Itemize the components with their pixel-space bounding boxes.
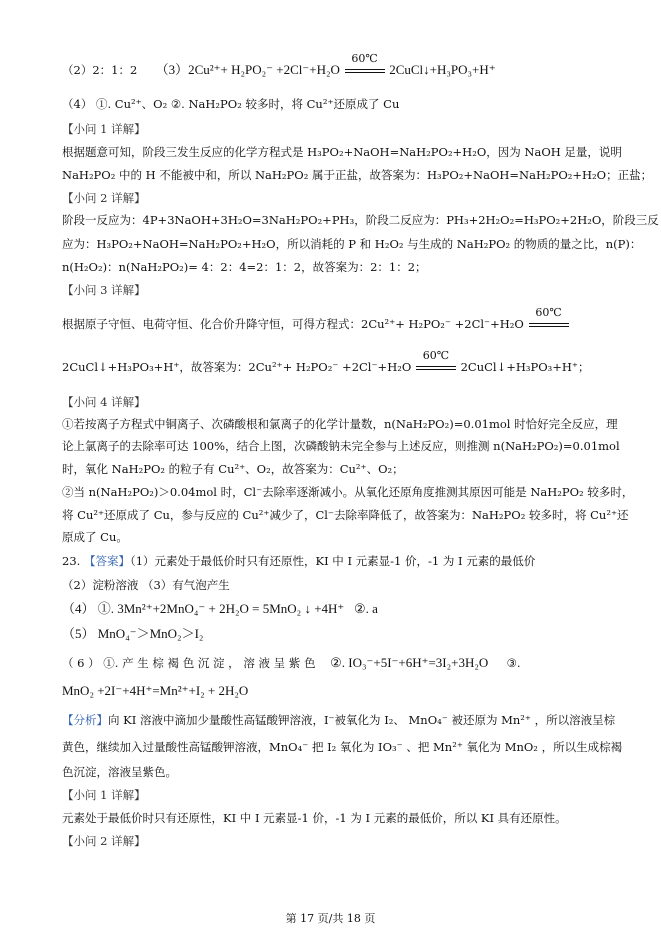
heading-q1: 【小问 1 详解】 xyxy=(62,122,146,136)
heading-q2: 【小问 2 详解】 xyxy=(62,191,146,205)
q23-line-4: （4） ①. 3Mn²⁺+2MnO₄⁻ + 2H₂O = 5MnO₂ ↓ +4H⁺ ②. a xyxy=(62,601,378,616)
analysis-1: 【分析】向 KI 溶液中滴加少量酸性高锰酸钾溶液，I⁻被氧化为 I₂、 MnO₄⁻ 被还原为 Mn²⁺ ，所以溶液呈棕 xyxy=(62,713,616,727)
answer-3-right: 2CuCl↓+H₃PO₃+H⁺ xyxy=(389,62,496,77)
analysis-3: 色沉淀，溶液呈紫色。 xyxy=(62,765,177,779)
analysis-2: 黄色，继续加入过量酸性高锰酸钾溶液，MnO₄⁻ 把 I₂ 氧化为 IO₃⁻ 、把 Mn²⁺ 氧化为 MnO₂ ，所以生成棕褐 xyxy=(62,740,623,754)
answer-tag: 【答案】 xyxy=(83,554,130,568)
heading-q23-2: 【小问 2 详解】 xyxy=(62,834,146,848)
reaction-condition: 60℃ xyxy=(529,319,569,331)
heading-q23-1: 【小问 1 详解】 xyxy=(62,788,146,802)
answer-3-left: （3）2Cu²⁺+ H₂PO₂⁻ +2Cl⁻+H₂O xyxy=(155,62,340,77)
para-3a: 根据原子守恒、电荷守恒、化合价升降守恒，可得方程式：2Cu²⁺+ H₂PO₂⁻ +2Cl⁻+H₂O 60℃ xyxy=(62,316,621,332)
para-1b: NaH₂PO₂ 中的 H 不能被中和，所以 NaH₂PO₂ 属于正盐，故答案为：H₃PO₂+NaOH=NaH₂PO₂+H₂O；正盐； xyxy=(62,168,653,182)
heading-q3: 【小问 3 详解】 xyxy=(62,283,146,297)
q23-line-6: （ 6 ） ①. 产 生 棕 褐 色 沉 淀 ， 溶 液 呈 紫 色 ②. IO₃⁻+5I⁻+6H⁺=3I₂+3H₂O ③. xyxy=(62,655,521,670)
para-1a: 根据题意可知，阶段三发生反应的化学方程式是 H₃PO₂+NaOH=NaH₂PO₂+H₂O，因为 NaOH 足量，说明 xyxy=(62,145,622,159)
answer-2: （2）2：1：2 xyxy=(62,63,138,77)
line-1 xyxy=(62,52,621,78)
reaction-condition: 60℃ xyxy=(416,362,456,374)
page-footer: 第 17 页/共 18 页 xyxy=(285,912,376,925)
reaction-condition: 60℃ xyxy=(345,65,385,77)
para-3b: 2CuCl↓+H₃PO₃+H⁺，故答案为：2Cu²⁺+ H₂PO₂⁻ +2Cl⁻+H₂O 60℃ 2CuCl↓+H₃PO₃+H⁺； xyxy=(62,349,590,374)
analysis-tag: 【分析】 xyxy=(62,713,108,727)
para-2b: 应为：H₃PO₂+NaOH=NaH₂PO₂+H₂O，所以消耗的 P 和 H₂O₂ 与生成的 NaH₂PO₂ 的物质的量之比，n(P)： xyxy=(62,237,642,251)
para-4f: 原成了 Cu。 xyxy=(62,530,128,544)
q23-line-2: （2）淀粉溶液 （3）有气泡产生 xyxy=(62,578,230,592)
heading-q4: 【小问 4 详解】 xyxy=(62,395,146,409)
para-4a: ①若按离子方程式中铜离子、次磷酸根和氯离子的化学计量数，n(NaH₂PO₂)=0.01mol 时恰好完全反应，理 xyxy=(62,417,618,431)
para-2c: n(H₂O₂)：n(NaH₂PO₂)= 4：2：4=2：1：2，故答案为：2：1：2； xyxy=(62,260,427,274)
para-4e: 将 Cu²⁺还原成了 Cu，参与反应的 Cu²⁺减少了，Cl⁻去除率降低了，故答案为：NaH₂PO₂ 较多时，将 Cu²⁺还 xyxy=(62,508,629,522)
para-4c: 时，氧化 NaH₂PO₂ 的粒子有 Cu²⁺、O₂，故答案为：Cu²⁺、O₂； xyxy=(62,462,404,476)
line-2: （4） ①. Cu²⁺、O₂ ②. NaH₂PO₂ 较多时，将 Cu²⁺还原成了 Cu xyxy=(62,97,400,111)
para-2a: 阶段一反应为：4P+3NaOH+3H₂O=3NaH₂PO₂+PH₃，阶段二反应为：PH₃+2H₂O₂=H₃PO₂+2H₂O，阶段三反 xyxy=(62,213,659,227)
para-4b: 论上氯离子的去除率可达 100%，结合上图，次磷酸钠未完全参与上述反应，则推测 n(NaH₂PO₂)=0.01mol xyxy=(62,439,620,453)
para-4d: ②当 n(NaH₂PO₂)＞0.04mol 时，Cl⁻去除率逐渐减小。从氧化还原角度推测其原因可能是 NaH₂PO₂ 较多时， xyxy=(62,485,634,499)
q23-line-5: （5） MnO₄⁻＞MnO₂＞I₂ xyxy=(62,626,204,641)
q23-line-6-cont: MnO₂ +2I⁻+4H⁺=Mn²⁺+I₂ + 2H₂O xyxy=(62,683,249,698)
question-23-answer: 23. 【答案】（1）元素处于最低价时只有还原性，KI 中 I 元素显-1 价，-1 为 I 元素的最低价 xyxy=(62,554,536,568)
para-5: 元素处于最低价时只有还原性，KI 中 I 元素显-1 价，-1 为 I 元素的最低价，所以 KI 具有还原性。 xyxy=(62,811,567,825)
